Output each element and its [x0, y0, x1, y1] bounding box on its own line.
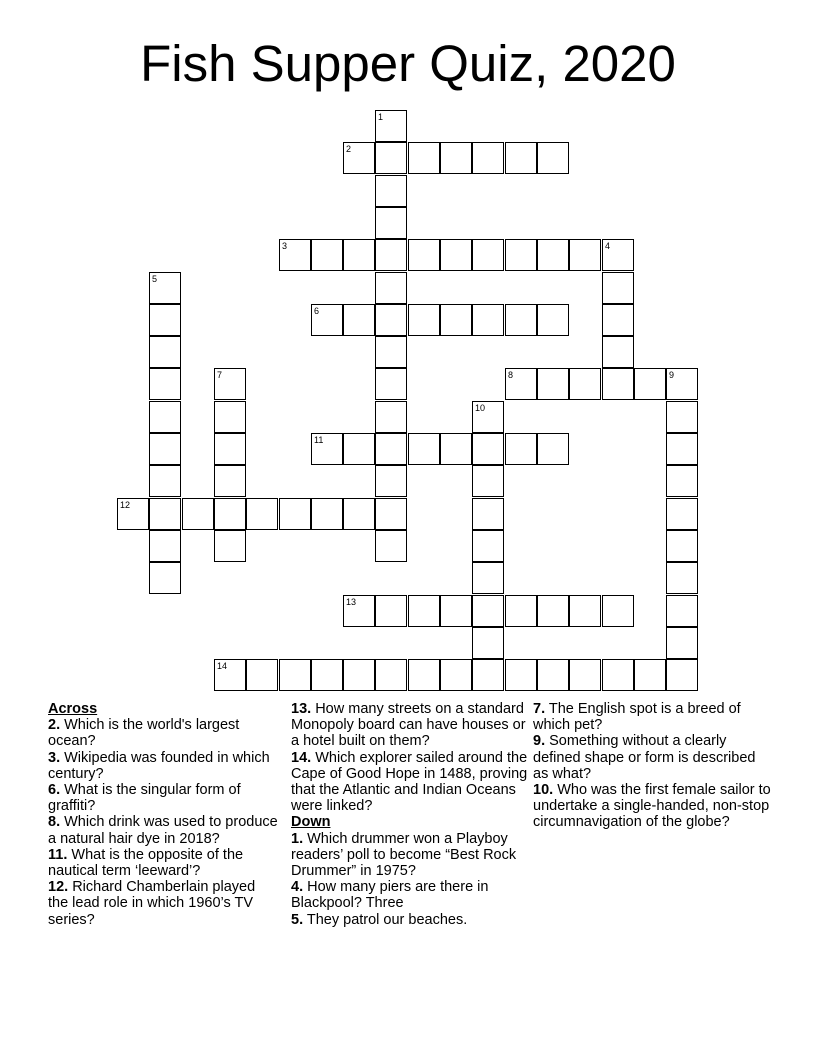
grid-cell[interactable] [602, 304, 634, 336]
clue-number: 2. [48, 717, 61, 734]
grid-cell[interactable] [375, 142, 407, 174]
clue-text: How many piers are there in Blackpool? Three [291, 879, 489, 912]
grid-cell[interactable] [375, 498, 407, 530]
grid-cell[interactable] [149, 272, 181, 304]
clue-text: Which drummer won a Playboy readers’ poll to become “Best Rock Drummer” in 1975? [291, 830, 517, 880]
cell-number: 8 [508, 370, 514, 380]
grid-cell[interactable] [440, 433, 472, 465]
cell-number: 6 [314, 306, 320, 316]
clues-column-3 [533, 701, 773, 831]
grid-cell[interactable] [149, 433, 181, 465]
grid-cell[interactable] [666, 562, 698, 594]
clue-number: 7. [533, 701, 546, 717]
grid-cell[interactable] [375, 304, 407, 336]
grid-cell[interactable] [214, 368, 246, 400]
clue-number: 12. [48, 879, 69, 896]
grid-cell[interactable] [279, 659, 311, 691]
clue-text: They patrol our beaches. [303, 911, 468, 928]
clue-text: Which is the world's largest ocean? [48, 717, 240, 750]
grid-cell[interactable] [408, 142, 440, 174]
grid-cell[interactable] [505, 433, 537, 465]
grid-cell[interactable] [149, 368, 181, 400]
clue-text: Richard Chamberlain played the lead role in which 1960’s TV series? [48, 879, 256, 928]
clue-across-2 [48, 717, 278, 749]
grid-cell[interactable] [375, 336, 407, 368]
grid-cell[interactable] [537, 142, 569, 174]
grid-cell[interactable] [472, 239, 504, 271]
grid-cell[interactable] [408, 433, 440, 465]
page-title: Fish Supper Quiz, 2020 [140, 35, 676, 92]
grid-cell[interactable] [375, 175, 407, 207]
grid-cell[interactable] [311, 498, 343, 530]
cell-number: 14 [217, 661, 228, 671]
grid-cell[interactable] [214, 433, 246, 465]
clue-across-11 [48, 847, 278, 879]
grid-cell[interactable] [440, 239, 472, 271]
grid-cell[interactable] [472, 433, 504, 465]
grid-cell[interactable] [343, 239, 375, 271]
clue-text: Which drink was used to produce a natural hair dye in 2018? [48, 814, 278, 847]
grid-cell[interactable] [602, 595, 634, 627]
cell-number: 1 [378, 112, 384, 122]
grid-cell[interactable] [117, 498, 149, 530]
grid-cell[interactable] [311, 304, 343, 336]
clue-across-14 [291, 750, 529, 815]
grid-cell[interactable] [505, 239, 537, 271]
grid-cell[interactable] [505, 659, 537, 691]
grid-cell[interactable] [375, 433, 407, 465]
grid-cell[interactable] [343, 595, 375, 627]
clue-across-12 [48, 879, 278, 928]
grid-cell[interactable] [634, 368, 666, 400]
grid-cell[interactable] [311, 239, 343, 271]
grid-cell[interactable] [343, 433, 375, 465]
grid-cell[interactable] [537, 304, 569, 336]
across-heading: Across [48, 701, 98, 717]
grid-cell[interactable] [408, 659, 440, 691]
grid-cell[interactable] [375, 272, 407, 304]
clue-text: What is the singular form of graffiti? [48, 782, 241, 815]
grid-cell[interactable] [602, 659, 634, 691]
grid-cell[interactable] [375, 110, 407, 142]
clue-text: Something without a clearly defined shape or form is described as what? [533, 733, 756, 782]
grid-cell[interactable] [246, 659, 278, 691]
grid-cell[interactable] [505, 595, 537, 627]
grid-cell[interactable] [537, 433, 569, 465]
clue-number: 10. [533, 782, 554, 799]
clue-number: 4. [291, 879, 304, 896]
grid-cell[interactable] [666, 433, 698, 465]
grid-cell[interactable] [472, 562, 504, 594]
grid-cell[interactable] [408, 595, 440, 627]
grid-cell[interactable] [343, 304, 375, 336]
clue-number: 6. [48, 782, 61, 799]
grid-cell[interactable] [214, 498, 246, 530]
grid-cell[interactable] [634, 659, 666, 691]
grid-cell[interactable] [214, 659, 246, 691]
clues-column-1 [48, 701, 278, 928]
grid-cell[interactable] [666, 498, 698, 530]
grid-cell[interactable] [537, 595, 569, 627]
grid-cell[interactable] [149, 304, 181, 336]
clue-text: The English spot is a breed of which pet? [533, 701, 741, 734]
clue-text: How many streets on a standard Monopoly board can have houses or a hotel built on them? [291, 701, 526, 750]
cell-number: 9 [669, 370, 675, 380]
clue-number: 8. [48, 814, 61, 831]
grid-cell[interactable] [149, 401, 181, 433]
grid-cell[interactable] [472, 304, 504, 336]
grid-cell[interactable] [569, 595, 601, 627]
clue-number: 5. [291, 911, 304, 928]
grid-cell[interactable] [311, 433, 343, 465]
clue-across-6 [48, 782, 278, 814]
grid-cell[interactable] [149, 530, 181, 562]
cell-number: 10 [475, 403, 486, 413]
cell-number: 13 [346, 597, 357, 607]
clue-number: 1. [291, 830, 304, 847]
grid-cell[interactable] [214, 530, 246, 562]
grid-cell[interactable] [149, 336, 181, 368]
grid-cell[interactable] [569, 368, 601, 400]
grid-cell[interactable] [602, 239, 634, 271]
clue-number: 3. [48, 749, 61, 766]
grid-cell[interactable] [246, 498, 278, 530]
down-heading: Down [291, 814, 331, 831]
cell-number: 7 [217, 370, 223, 380]
grid-cell[interactable] [279, 239, 311, 271]
grid-cell[interactable] [537, 368, 569, 400]
grid-cell[interactable] [666, 401, 698, 433]
grid-cell[interactable] [214, 401, 246, 433]
grid-cell[interactable] [569, 239, 601, 271]
clue-number: 14. [291, 749, 312, 766]
clue-text: Which explorer sailed around the Cape of Good Hope in 1488, proving that the Atlantic and Indian Oceans were linked? [291, 749, 528, 815]
grid-cell[interactable] [666, 595, 698, 627]
grid-cell[interactable] [666, 659, 698, 691]
clue-text: Who was the first female sailor to undertake a single-handed, non-stop circumnavigation of the globe? [533, 782, 771, 831]
grid-cell[interactable] [472, 530, 504, 562]
grid-cell[interactable] [375, 368, 407, 400]
grid-cell[interactable] [375, 465, 407, 497]
grid-cell[interactable] [375, 239, 407, 271]
grid-cell[interactable] [505, 142, 537, 174]
clue-across-13 [291, 701, 529, 750]
grid-cell[interactable] [182, 498, 214, 530]
clue-down-10 [533, 782, 773, 831]
clue-down-7 [533, 701, 773, 733]
grid-cell[interactable] [375, 207, 407, 239]
cell-number: 3 [282, 241, 288, 251]
cell-number: 12 [120, 500, 131, 510]
grid-cell[interactable] [537, 659, 569, 691]
grid-cell[interactable] [472, 595, 504, 627]
grid-cell[interactable] [408, 304, 440, 336]
clue-down-4 [291, 879, 529, 911]
clue-text: Wikipedia was founded in which century? [48, 749, 270, 782]
grid-cell[interactable] [375, 595, 407, 627]
grid-cell[interactable] [440, 304, 472, 336]
clue-across-8 [48, 814, 278, 846]
grid-cell[interactable] [375, 659, 407, 691]
grid-cell[interactable] [149, 498, 181, 530]
clue-down-9 [533, 733, 773, 782]
grid-cell[interactable] [343, 498, 375, 530]
grid-cell[interactable] [408, 239, 440, 271]
grid-cell[interactable] [602, 336, 634, 368]
grid-cell[interactable] [375, 530, 407, 562]
grid-cell[interactable] [279, 498, 311, 530]
grid-cell[interactable] [472, 659, 504, 691]
grid-cell[interactable] [569, 659, 601, 691]
grid-cell[interactable] [666, 465, 698, 497]
grid-cell[interactable] [666, 530, 698, 562]
grid-cell[interactable] [666, 627, 698, 659]
grid-cell[interactable] [666, 368, 698, 400]
clue-down-1 [291, 831, 529, 880]
grid-cell[interactable] [375, 401, 407, 433]
cell-number: 2 [346, 144, 352, 154]
grid-cell[interactable] [149, 465, 181, 497]
grid-cell[interactable] [505, 304, 537, 336]
grid-cell[interactable] [472, 401, 504, 433]
grid-cell[interactable] [602, 368, 634, 400]
grid-cell[interactable] [472, 498, 504, 530]
clue-number: 9. [533, 733, 546, 750]
clues-column-2 [291, 701, 529, 928]
grid-cell[interactable] [602, 272, 634, 304]
clue-across-3 [48, 750, 278, 782]
cell-number: 11 [314, 435, 324, 445]
grid-cell[interactable] [343, 659, 375, 691]
grid-cell[interactable] [440, 142, 472, 174]
cell-number: 4 [605, 241, 611, 251]
grid-cell[interactable] [214, 465, 246, 497]
grid-cell[interactable] [472, 627, 504, 659]
grid-cell[interactable] [505, 368, 537, 400]
grid-cell[interactable] [537, 239, 569, 271]
grid-cell[interactable] [343, 142, 375, 174]
clue-down-5 [291, 912, 529, 928]
clue-text: What is the opposite of the nautical term ‘leeward’? [48, 846, 244, 880]
cell-number: 5 [152, 274, 158, 284]
clue-number: 13. [291, 701, 312, 717]
clue-number: 11. [48, 846, 68, 863]
grid-cell[interactable] [311, 659, 343, 691]
grid-cell[interactable] [472, 465, 504, 497]
grid-cell[interactable] [149, 562, 181, 594]
grid-cell[interactable] [440, 595, 472, 627]
grid-cell[interactable] [472, 142, 504, 174]
grid-cell[interactable] [440, 659, 472, 691]
